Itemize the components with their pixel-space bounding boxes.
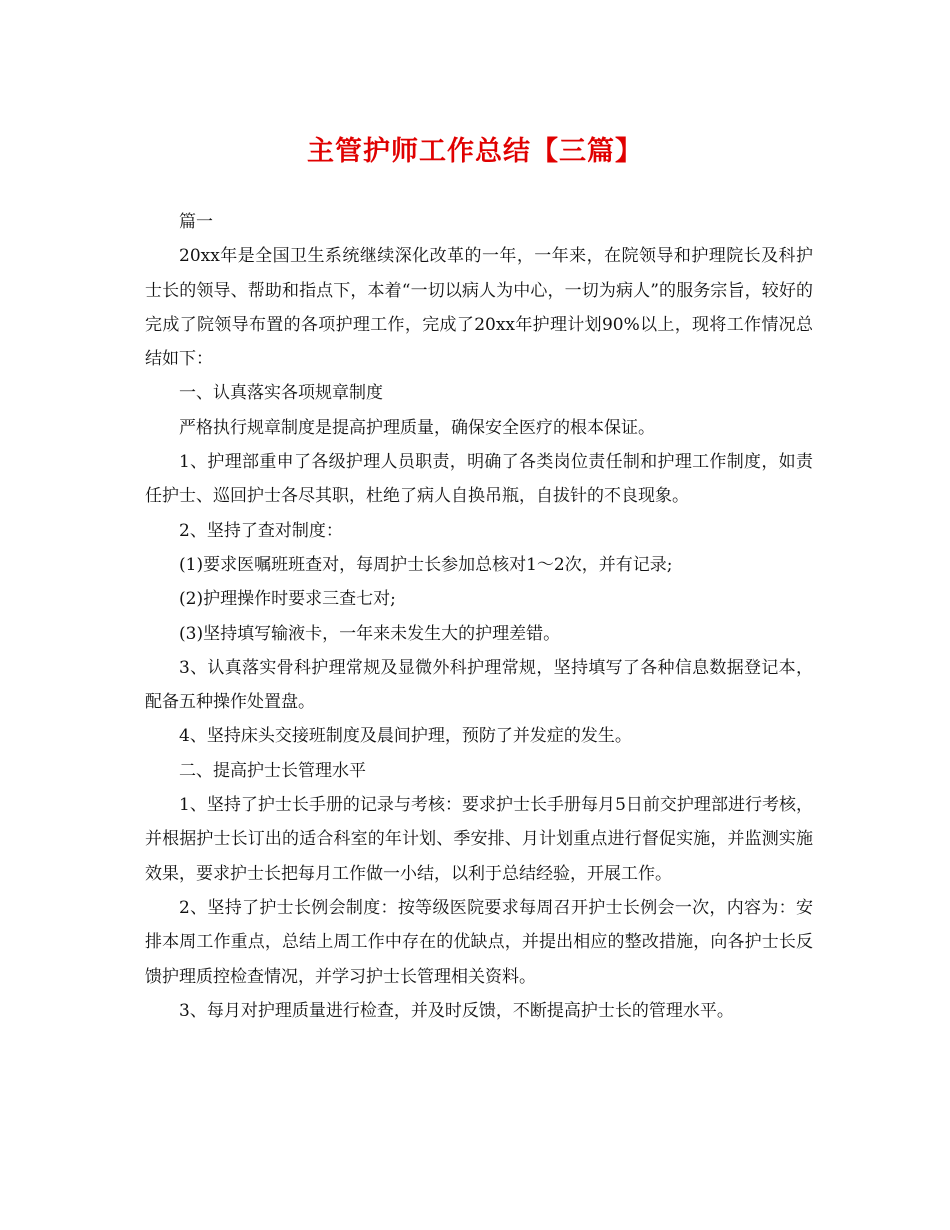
paragraph: (3)坚持填写输液卡，一年来未发生大的护理差错。 xyxy=(179,623,561,644)
document-title: 主管护师工作总结【三篇】 xyxy=(307,136,643,167)
paragraph: (1)要求医嘱班班查对，每周护士长参加总核对1～2次，并有记录; xyxy=(179,554,673,575)
paragraph: 3、每月对护理质量进行检查，并及时反馈，不断提高护士长的管理水平。 xyxy=(179,1000,734,1021)
paragraph: 1、坚持了护士长手册的记录与考核：要求护士长手册每月5日前交护理部进行考核，并根据护士长订出的适合科室的年计划、季安排、月计划重点进行督促实施，并监测实施效果，要求护士长把每月工作做一小结，以利于总结经验，开展工作。 xyxy=(145,795,813,884)
paragraph: 1、护理部重申了各级护理人员职责，明确了各类岗位责任制和护理工作制度，如责任护士、巡回护士各尽其职，杜绝了病人自换吊瓶，自拔针的不良现象。 xyxy=(145,452,813,507)
paragraph: 2、坚持了护士长例会制度：按等级医院要求每周召开护士长例会一次，内容为：安排本周工作重点，总结上周工作中存在的优缺点，并提出相应的整改措施，向各护士长反馈护理质控检查情况，并学习护士长管理相关资料。 xyxy=(145,897,813,987)
paragraph: 篇一 xyxy=(179,212,213,232)
paragraph: 严格执行规章制度是提高护理质量，确保安全医疗的根本保证。 xyxy=(179,417,655,438)
section-heading: 二、提高护士长管理水平 xyxy=(179,760,366,781)
paragraph: 20xx年是全国卫生系统继续深化改革的一年，一年来，在院领导和护理院长及科护士长的领导、帮助和指点下，本着“一切以病人为中心，一切为病人”的服务宗旨，较好的完成了院领导布置的各项护理工作，完成了20xx年护理计划90%以上，现将工作情况总结如下： xyxy=(145,246,813,370)
document-body xyxy=(145,205,813,1028)
paragraph: 3、认真落实骨科护理常规及显微外科护理常规，坚持填写了各种信息数据登记本，配备五种操作处置盘。 xyxy=(145,657,813,713)
paragraph: 4、坚持床头交接班制度及晨间护理，预防了并发症的发生。 xyxy=(179,726,632,747)
paragraph: 2、坚持了查对制度： xyxy=(179,520,343,541)
section-heading: 一、认真落实各项规章制度 xyxy=(179,383,383,404)
paragraph: (2)护理操作时要求三查七对; xyxy=(179,589,396,610)
